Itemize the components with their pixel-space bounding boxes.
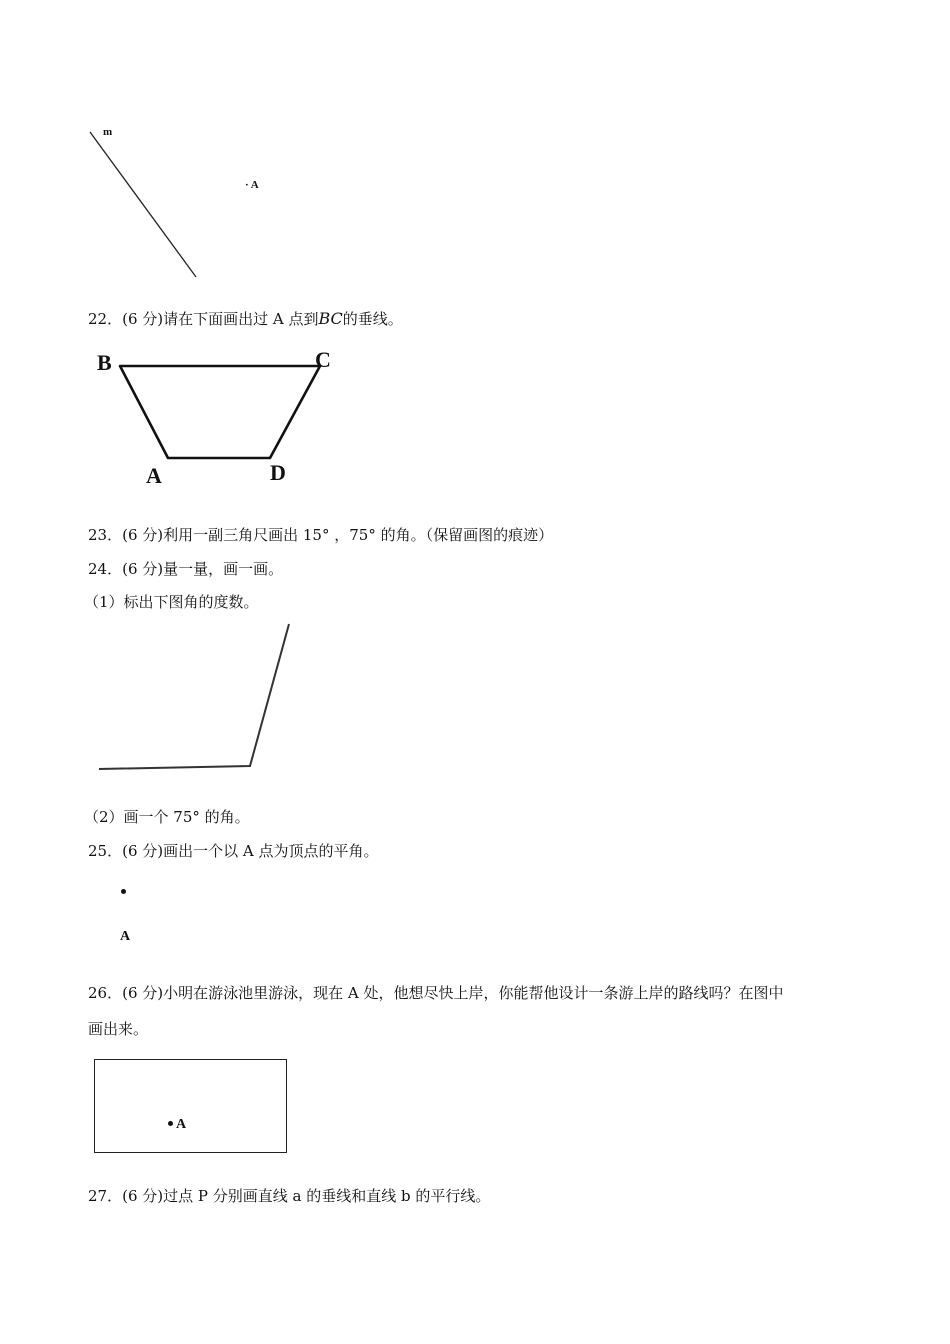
question-text: 请在下面画出过 A 点到 bbox=[163, 310, 319, 328]
question-number: 22． bbox=[88, 310, 123, 328]
figure-angle bbox=[90, 615, 310, 780]
question-text: 量一量，画一画。 bbox=[163, 560, 284, 578]
question-text: 小明在游泳池里游泳，现在 A 处，他想尽快上岸，你能帮他设计一条游上岸的路线吗？在图中 bbox=[163, 984, 784, 1002]
question-number: 26． bbox=[88, 984, 123, 1002]
question-text: 利用一副三角尺画出 15° ，75° 的角。（保留画图的痕迹） bbox=[163, 526, 554, 544]
question-score: (6 分) bbox=[122, 1187, 164, 1205]
question-score: (6 分) bbox=[122, 560, 164, 578]
vertex-c-label: C bbox=[315, 347, 331, 372]
trapezoid-shape bbox=[120, 366, 320, 458]
question-score: (6 分) bbox=[122, 984, 164, 1002]
question-24 bbox=[88, 559, 283, 579]
line-m-label: m bbox=[103, 126, 113, 138]
question-27 bbox=[88, 1186, 490, 1206]
question-score: (6 分) bbox=[122, 842, 164, 860]
question-number: 25． bbox=[88, 842, 123, 860]
question-26 bbox=[88, 983, 784, 1003]
question-text: 过点 P 分别画直线 a 的垂线和直线 b 的平行线。 bbox=[163, 1187, 491, 1205]
vertex-b-label: B bbox=[97, 350, 112, 375]
question-text: 画出一个以 A 点为顶点的平角。 bbox=[163, 842, 379, 860]
question-26-continued: 画出来。 bbox=[88, 1020, 149, 1038]
angle-rays bbox=[99, 624, 289, 769]
pool-point-dot bbox=[168, 1121, 173, 1126]
question-score: (6 分) bbox=[122, 310, 164, 328]
question-25 bbox=[88, 841, 379, 861]
segment-bc: BC bbox=[318, 309, 343, 328]
question-number: 24． bbox=[88, 560, 123, 578]
question-24-part-1: （1）标出下图角的度数。 bbox=[84, 593, 259, 611]
question-number: 23． bbox=[88, 526, 123, 544]
vertex-a-label: A bbox=[146, 463, 162, 488]
pool-point-label: A bbox=[176, 1117, 187, 1132]
point-a-label: · A bbox=[245, 179, 259, 191]
question-23 bbox=[88, 525, 553, 545]
point-a-dot bbox=[121, 889, 126, 894]
vertex-d-label: D bbox=[270, 460, 286, 485]
question-score: (6 分) bbox=[122, 526, 164, 544]
question-24-part-2: （2）画一个 75° 的角。 bbox=[84, 808, 250, 826]
figure-line-m-point-a bbox=[80, 120, 300, 290]
question-22 bbox=[88, 309, 403, 329]
point-a-label: A bbox=[120, 929, 131, 944]
line-m bbox=[90, 132, 196, 277]
question-number: 27． bbox=[88, 1187, 123, 1205]
question-text-end: 的垂线。 bbox=[342, 310, 403, 328]
figure-trapezoid-abcd bbox=[90, 345, 350, 495]
pool-rectangle bbox=[94, 1059, 287, 1153]
